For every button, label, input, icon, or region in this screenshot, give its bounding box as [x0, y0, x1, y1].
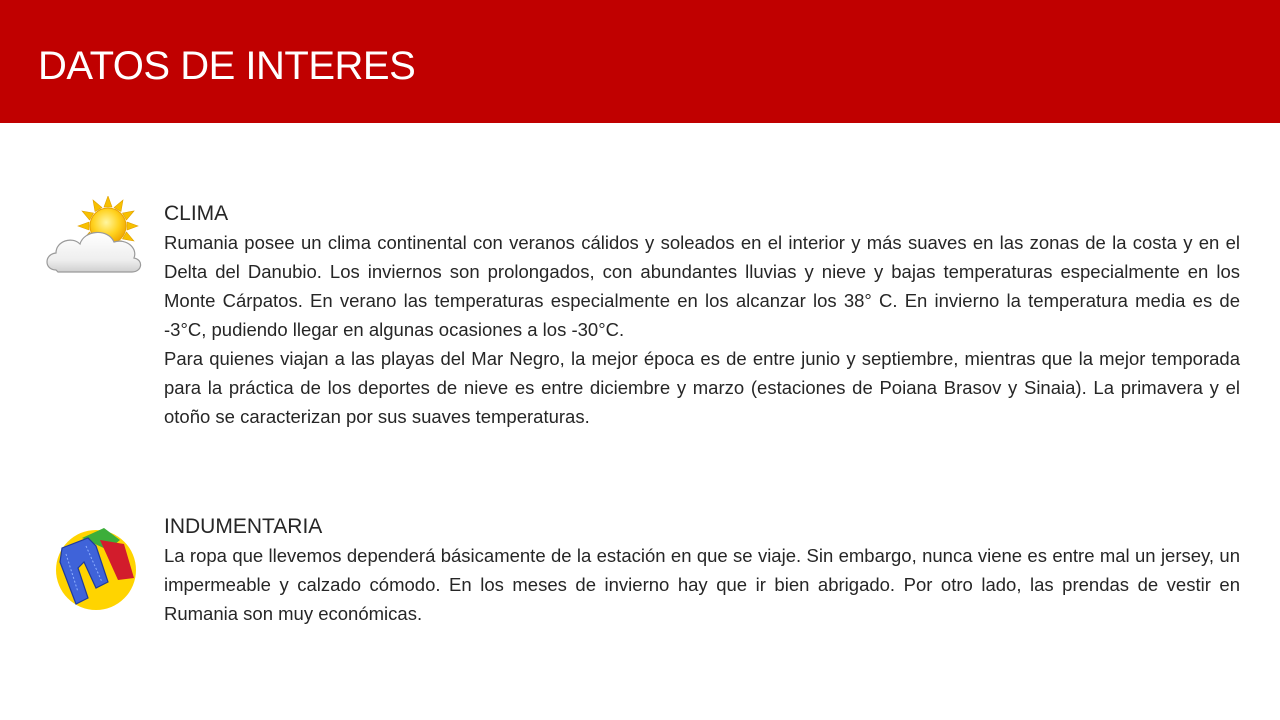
slide-header	[0, 0, 1280, 123]
indumentaria-heading: INDUMENTARIA	[164, 515, 323, 538]
slide-title: DATOS DE INTERES	[38, 44, 416, 88]
indumentaria-text	[164, 513, 1240, 628]
clima-text	[164, 200, 1240, 431]
clima-paragraph-2: Para quienes viajan a las playas del Mar Negro, la mejor época es de entre junio y septiembre, mientras que la mejor temporada para la práctica de los deportes de nieve es entre diciembre y marzo (estaciones de Poiana Brasov y Sinaia). La primavera y el otoño se caracterizan por sus suaves temperaturas.	[164, 348, 1240, 427]
clima-paragraph-1: Rumania posee un clima continental con veranos cálidos y soleados en el interior y más suaves en las zonas de la costa y en el Delta del Danubio. Los inviernos son prolongados, con abundantes lluvias y nieve y bajas temperaturas especialmente en los Monte Cárpatos. En verano las temperaturas especialmente en los alcanzar los 38° C. En invierno la temperatura media es de -3°C, pudiendo llegar en algunas ocasiones a los -30°C.	[164, 232, 1240, 340]
clothing-jeans-icon	[48, 518, 148, 618]
sun-cloud-icon	[42, 196, 146, 282]
indumentaria-paragraph-1: La ropa que llevemos dependerá básicamente de la estación en que se viaje. Sin embargo, nunca viene es entre mal un jersey, un impermeable y calzado cómodo. En los meses de invierno hay que ir bien abrigado. Por otro lado, las prendas de vestir en Rumania son muy económicas.	[164, 545, 1240, 624]
clima-heading: CLIMA	[164, 202, 229, 225]
